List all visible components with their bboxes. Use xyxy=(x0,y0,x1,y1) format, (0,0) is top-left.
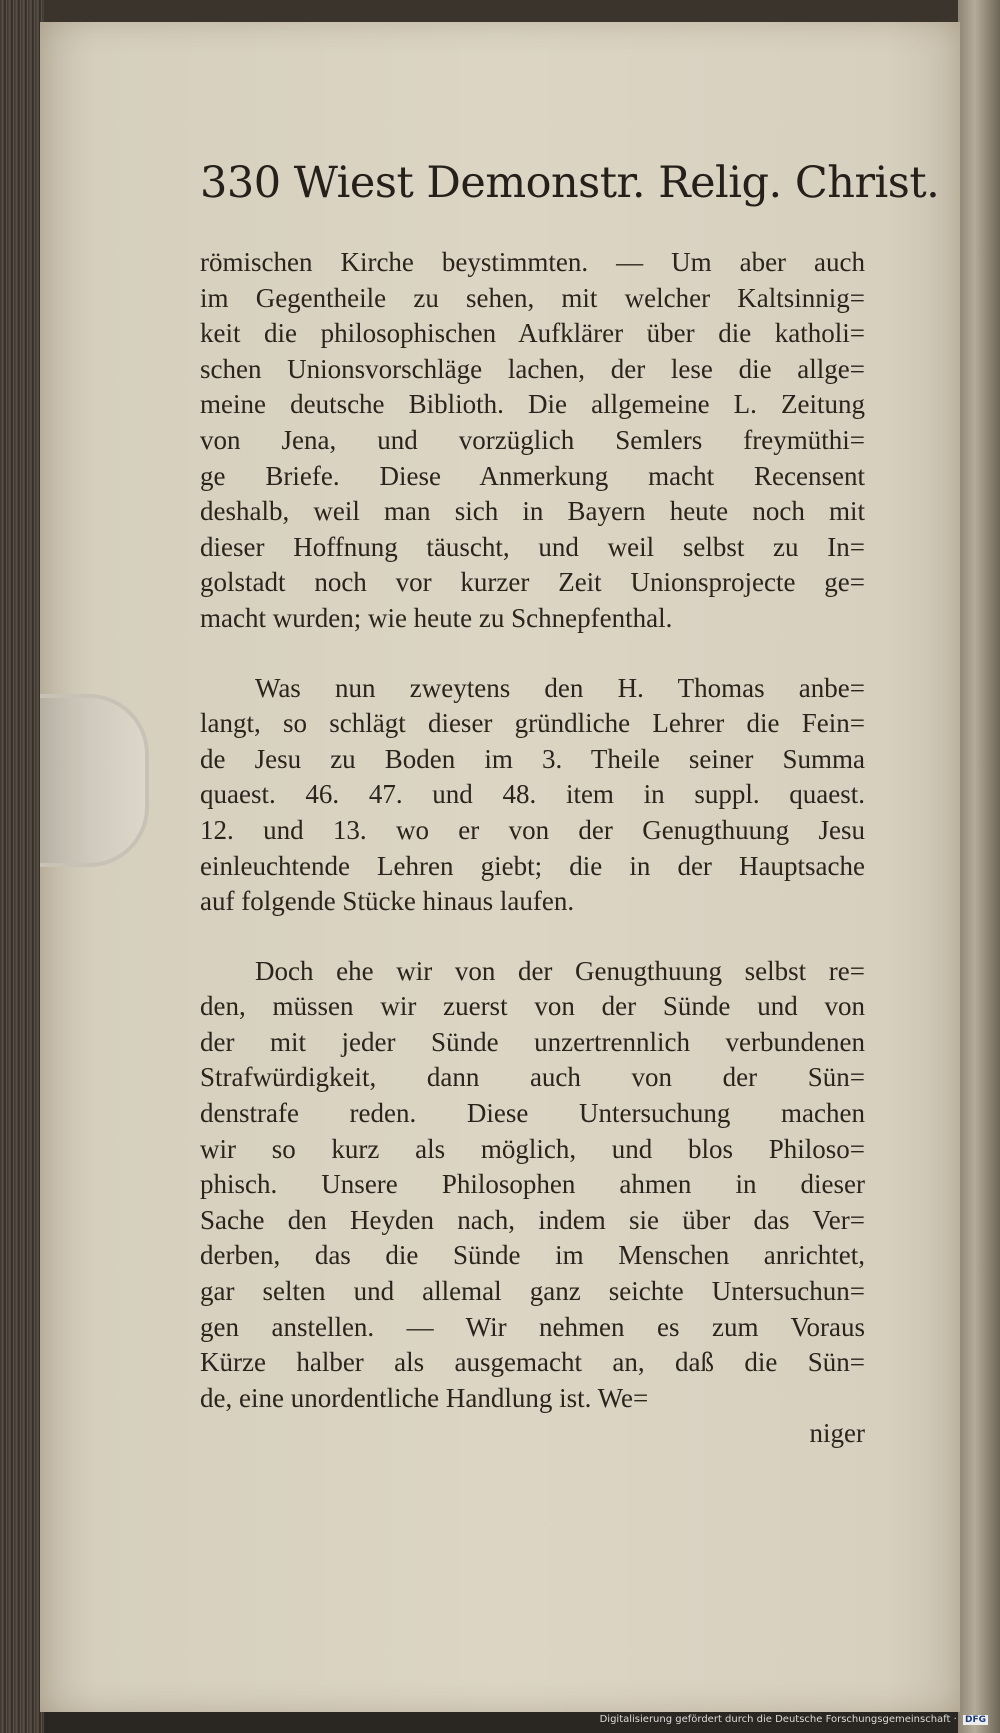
text-line: dieser Hoffnung täuscht, und weil selbst zu In= xyxy=(200,531,865,562)
text-line: schen Unionsvorschläge lachen, der lese die allge= xyxy=(200,353,865,384)
paragraph xyxy=(200,954,865,1417)
text-line: Sache den Heyden nach, indem sie über das Ver= xyxy=(200,1204,865,1235)
text-line: auf folgende Stücke hinaus laufen. xyxy=(200,886,575,917)
text-line: Kürze halber als ausgemacht an, daß die Sün= xyxy=(200,1347,865,1378)
dfg-logo-icon: DFG xyxy=(964,1715,986,1725)
text-line: de, eine unordentliche Handlung ist. We= xyxy=(200,1382,649,1413)
text-line: meine deutsche Biblioth. Die allgemeine L. Zeitung xyxy=(200,389,865,420)
text-line: ge Briefe. Diese Anmerkung macht Recensent xyxy=(200,460,865,491)
book-fore-edge xyxy=(958,0,1000,1733)
text-line: langt, so schlägt dieser gründliche Lehrer die Fein= xyxy=(200,708,865,739)
paragraph xyxy=(200,245,865,637)
paragraph-gap xyxy=(200,637,865,671)
text-line: einleuchtende Lehren giebt; die in der Hauptsache xyxy=(200,850,865,881)
page-header: 330 Wiest Demonstr. Relig. Christ. xyxy=(200,158,940,208)
text-line: Was nun zweytens den H. Thomas anbe= xyxy=(255,672,865,703)
text-line: im Gegentheile zu sehen, mit welcher Kaltsinnig= xyxy=(200,282,865,313)
text-line: macht wurden; wie heute zu Schnepfenthal. xyxy=(200,602,673,633)
text-line: de Jesu zu Boden im 3. Theile seiner Summa xyxy=(200,743,865,774)
text-line: golstadt noch vor kurzer Zeit Unionsprojecte ge= xyxy=(200,567,865,598)
text-line: Strafwürdigkeit, dann auch von der Sün= xyxy=(200,1062,865,1093)
text-line: von Jena, und vorzüglich Semlers freymüthi= xyxy=(200,424,865,455)
credit-text: Digitalisierung gefördert durch die Deutsche Forschungsgemeinschaft · xyxy=(599,1714,957,1725)
digitization-credit xyxy=(600,1714,988,1725)
paragraph-gap xyxy=(200,920,865,954)
text-line: keit die philosophischen Aufklärer über die katholi= xyxy=(200,318,865,349)
text-line: derben, das die Sünde im Menschen anrichtet, xyxy=(200,1240,865,1271)
page-clip xyxy=(40,694,149,867)
catchword: niger xyxy=(809,1418,865,1449)
page-body xyxy=(200,245,865,1452)
text-line: Doch ehe wir von der Genugthuung selbst re= xyxy=(255,955,865,986)
text-line: den, müssen wir zuerst von der Sünde und von xyxy=(200,991,865,1022)
text-line: deshalb, weil man sich in Bayern heute noch mit xyxy=(200,496,865,527)
book-spine-edge xyxy=(0,0,44,1733)
text-line: der mit jeder Sünde unzertrennlich verbundenen xyxy=(200,1026,865,1057)
paragraph xyxy=(200,671,865,920)
text-line: gar selten und allemal ganz seichte Untersuchun= xyxy=(200,1276,865,1307)
text-line: wir so kurz als möglich, und blos Philoso= xyxy=(200,1133,865,1164)
text-line: römischen Kirche beystimmten. — Um aber auch xyxy=(200,247,865,277)
text-line: denstrafe reden. Diese Untersuchung machen xyxy=(200,1098,865,1129)
text-line: quaest. 46. 47. und 48. item in suppl. quaest. xyxy=(200,779,865,810)
text-line: 12. und 13. wo er von der Genugthuung Jesu xyxy=(200,814,865,845)
text-line: phisch. Unsere Philosophen ahmen in dieser xyxy=(200,1169,865,1200)
text-line: gen anstellen. — Wir nehmen es zum Voraus xyxy=(200,1311,865,1342)
